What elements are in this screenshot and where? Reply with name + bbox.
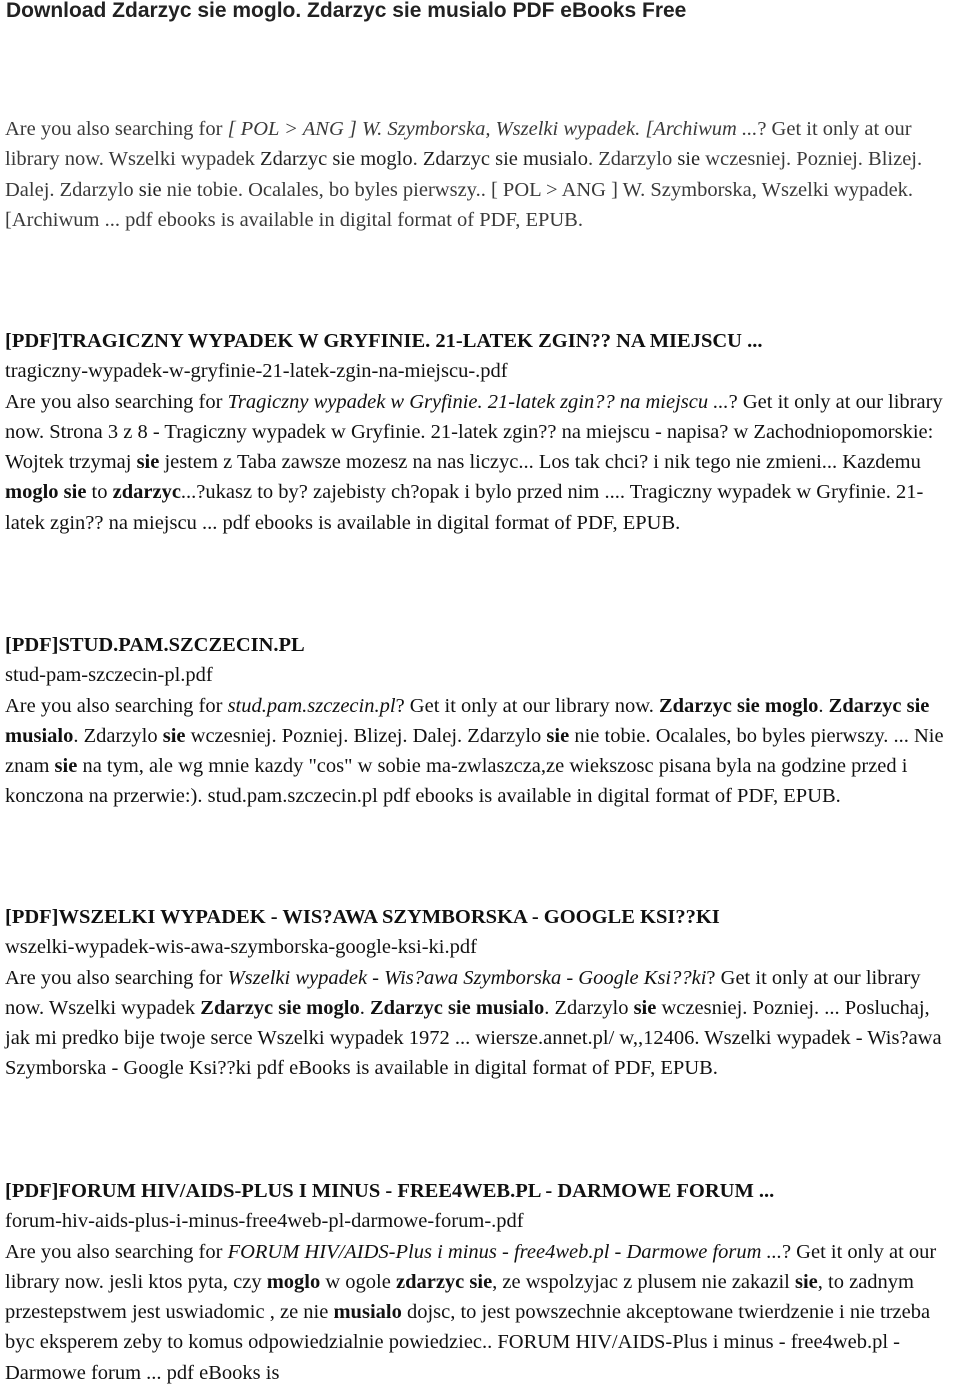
result-description: Are you also searching for Wszelki wypadek - Wis?awa Szymborska - Google Ksi??ki? Get it only at our library now. Wszelki wypadek Zdarzyc sie moglo. Zdarzyc sie musialo. Zdarzylo sie wczesniej. Pozniej. ... Posluchaj, jak mi predko bije twoje serce Wszelki wypadek 1972 ... wiersze.annet.pl/ w,,12406. Wszelki wypadek - Wis?awa Szymborska - Google Ksi??ki pdf eBooks is available in digital format of PDF, EPUB.	[5, 966, 942, 1080]
result-filename: forum-hiv-aids-plus-i-minus-free4web-pl-darmowe-forum-.pdf	[5, 1210, 524, 1233]
intro-text: nie tobie. Ocalales, bo byles pierwszy.. [ POL > ANG ] W. Szymborska, Wszelki wypadek. [Archiwum ... pdf ebooks is available in digital format of PDF, EPUB.	[5, 178, 914, 231]
result-title[interactable]: [PDF]TRAGICZNY WYPADEK W GRYFINIE. 21-LATEK ZGIN?? NA MIEJSCU ...	[5, 330, 763, 352]
intro-text: .	[412, 148, 423, 171]
result-item	[5, 902, 953, 1084]
result-item	[5, 1176, 953, 1388]
result-filename: wszelki-wypadek-wis-awa-szymborska-google-ksi-ki.pdf	[5, 936, 477, 959]
result-filename: tragiczny-wypadek-w-gryfinie-21-latek-zgin-na-miejscu-.pdf	[5, 360, 508, 383]
result-description: Are you also searching for FORUM HIV/AIDS-Plus i minus - free4web.pl - Darmowe forum ...? Get it only at our library now. jesli ktos pyta, czy moglo w ogole zdarzyc sie, ze wspolzyjac z plusem nie zakazil sie, to zadnym przestepstwem jest uswiadomic , ze nie musialo dojsc, to jest powszechnie akceptowane twierdzenie i nie trzeba byc eksperem zeby to komus odpowiedzialnie powiedziec.. FORUM HIV/AIDS-Plus i minus - free4web.pl - Darmowe forum ... pdf eBooks is	[5, 1240, 937, 1384]
intro-paragraph	[5, 114, 953, 235]
intro-text: ? Get it only at our library now. Wszelki wypadek	[5, 118, 912, 171]
intro-search-term: [ POL > ANG ] W. Szymborska, Wszelki wypadek. [Archiwum ...	[227, 118, 758, 140]
page-title: Download Zdarzyc sie moglo. Zdarzyc sie musialo PDF eBooks Free	[6, 0, 687, 22]
result-title[interactable]: [PDF]FORUM HIV/AIDS-PLUS I MINUS - FREE4WEB.PL - DARMOWE FORUM ...	[5, 1180, 775, 1202]
result-item	[5, 630, 953, 812]
result-description: Are you also searching for stud.pam.szczecin.pl? Get it only at our library now. Zdarzyc sie moglo. Zdarzyc sie musialo. Zdarzylo sie wczesniej. Pozniej. Blizej. Dalej. Zdarzylo sie nie tobie. Ocalales, bo byles pierwszy. ... Nie znam sie na tym, ale wg mnie kazdy "cos" w sobie ma-zwlaszcza,ze wiekszosc pisana byla na godzine przed i konczona na przerwie:). stud.pam.szczecin.pl pdf ebooks is available in digital format of PDF, EPUB.	[5, 694, 944, 808]
intro-text: wczesniej. Pozniej. Blizej. Dalej. Zdarzylo	[5, 148, 923, 201]
result-description: Are you also searching for Tragiczny wypadek w Gryfinie. 21-latek zgin?? na miejscu ...? Get it only at our library now. Strona 3 z 8 - Tragiczny wypadek w Gryfinie. 21-latek zgin?? na miejscu - napisa? w Zachodniopomorskie: Wojtek trzymaj sie jestem z Taba zawsze mozesz na nas liczyc... Los tak chci? i nik tego nie zmieni... Kazdemu moglo sie to zdarzyc...?ukasz to by? zajebisty ch?opak i bylo przed nim .... Tragiczny wypadek w Gryfinie. 21-latek zgin?? na miejscu ... pdf ebooks is available in digital format of PDF, EPUB.	[5, 390, 943, 534]
intro-text: Are you also searching for	[5, 118, 228, 140]
intro-keyword: sie	[138, 178, 162, 201]
intro-keyword: Zdarzyc sie moglo	[260, 148, 413, 171]
result-title[interactable]: [PDF]STUD.PAM.SZCZECIN.PL	[5, 634, 305, 656]
intro-text: . Zdarzylo	[587, 148, 678, 171]
result-title[interactable]: [PDF]WSZELKI WYPADEK - WIS?AWA SZYMBORSKA - GOOGLE KSI??KI	[5, 906, 720, 928]
intro-keyword: Zdarzyc sie musialo	[422, 148, 588, 171]
result-filename: stud-pam-szczecin-pl.pdf	[5, 664, 213, 687]
result-item	[5, 326, 953, 538]
intro-keyword: sie	[677, 148, 701, 171]
